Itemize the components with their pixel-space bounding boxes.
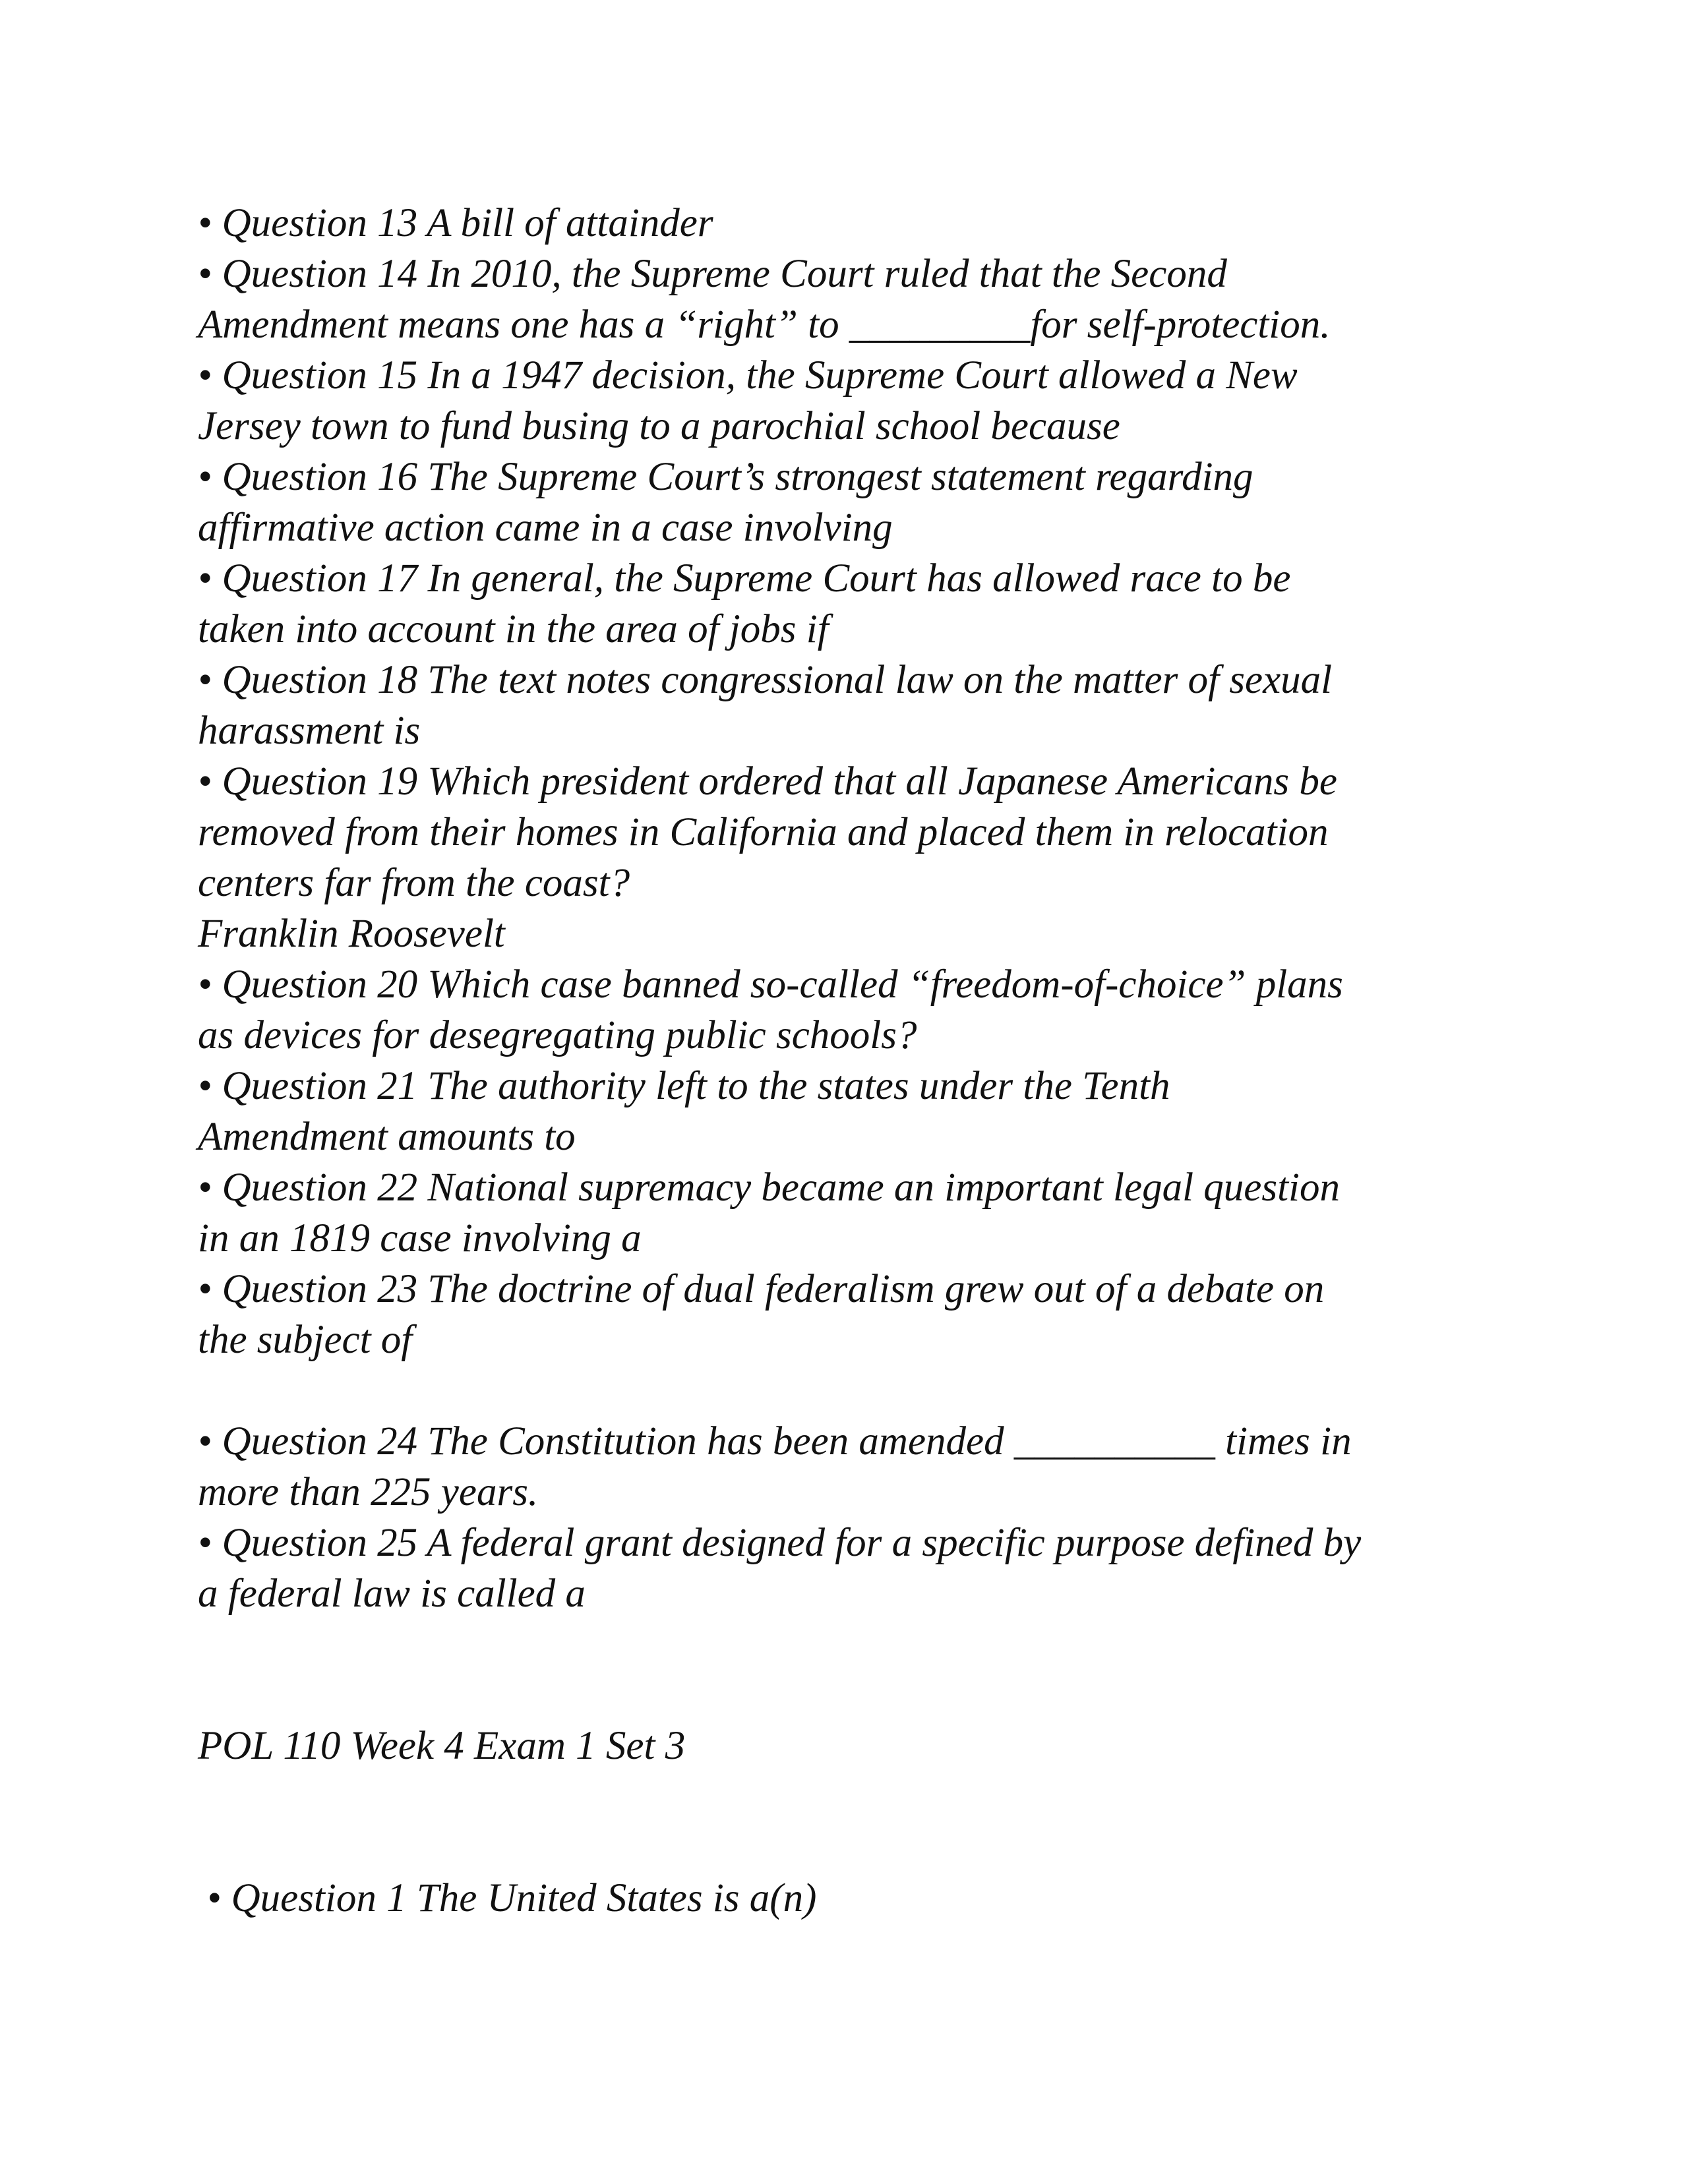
question-17-line: • Question 17 In general, the Supreme Court has allowed race to be [198,556,1291,601]
question-15-line: • Question 15 In a 1947 decision, the Supreme Court allowed a New [198,353,1298,398]
question-20-line-2: as devices for desegregating public schools? [198,1013,917,1057]
question-18-line-2: harassment is [198,709,421,753]
spacer [198,1771,1503,1873]
question-block-b [198,1416,1503,1619]
question-16-line-2: affirmative action came in a case involving [198,506,893,550]
question-18-line: • Question 18 The text notes congressional law on the matter of sexual [198,658,1333,702]
question-24-line: • Question 24 The Constitution has been amended __________ times in [198,1419,1352,1463]
question-13-line: • Question 13 A bill of attainder [198,201,713,245]
question-25-line-2: a federal law is called a [198,1572,586,1616]
question-23-line-2: the subject of [198,1318,413,1362]
document-page [198,198,1503,1924]
question-21-line: • Question 21 The authority left to the states under the Tenth [198,1064,1170,1108]
question-20-line: • Question 20 Which case banned so-called “freedom-of-choice” plans [198,962,1343,1007]
question-block-a [198,198,1503,1365]
question-19-line: • Question 19 Which president ordered that all Japanese Americans be [198,759,1337,804]
question-22-line-2: in an 1819 case involving a [198,1216,642,1260]
question-14-line: • Question 14 In 2010, the Supreme Court ruled that the Second [198,252,1227,296]
question-17-line-2: taken into account in the area of jobs if [198,607,829,651]
question-15-line-2: Jersey town to fund busing to a parochial school because [198,404,1120,448]
question-1-line: • Question 1 The United States is a(n) [207,1876,817,1920]
question-24-line-2: more than 225 years. [198,1470,539,1514]
spacer [198,1619,1503,1721]
question-25-line: • Question 25 A federal grant designed for a specific purpose defined by [198,1521,1362,1565]
question-19-line-3: centers far from the coast? [198,861,630,905]
question-21-line-2: Amendment amounts to [198,1115,576,1159]
question-14-line-2: Amendment means one has a “right” to _________for self-protection. [198,303,1331,347]
question-23-line: • Question 23 The doctrine of dual federalism grew out of a debate on [198,1267,1325,1311]
question-16-line: • Question 16 The Supreme Court’s strongest statement regarding [198,455,1253,499]
question-19-answer: Franklin Roosevelt [198,912,505,956]
question-19-line-2: removed from their homes in California and placed them in relocation [198,810,1329,854]
question-22-line: • Question 22 National supremacy became an important legal question [198,1166,1340,1210]
spacer [198,1365,1503,1416]
section-title: POL 110 Week 4 Exam 1 Set 3 [198,1724,686,1768]
